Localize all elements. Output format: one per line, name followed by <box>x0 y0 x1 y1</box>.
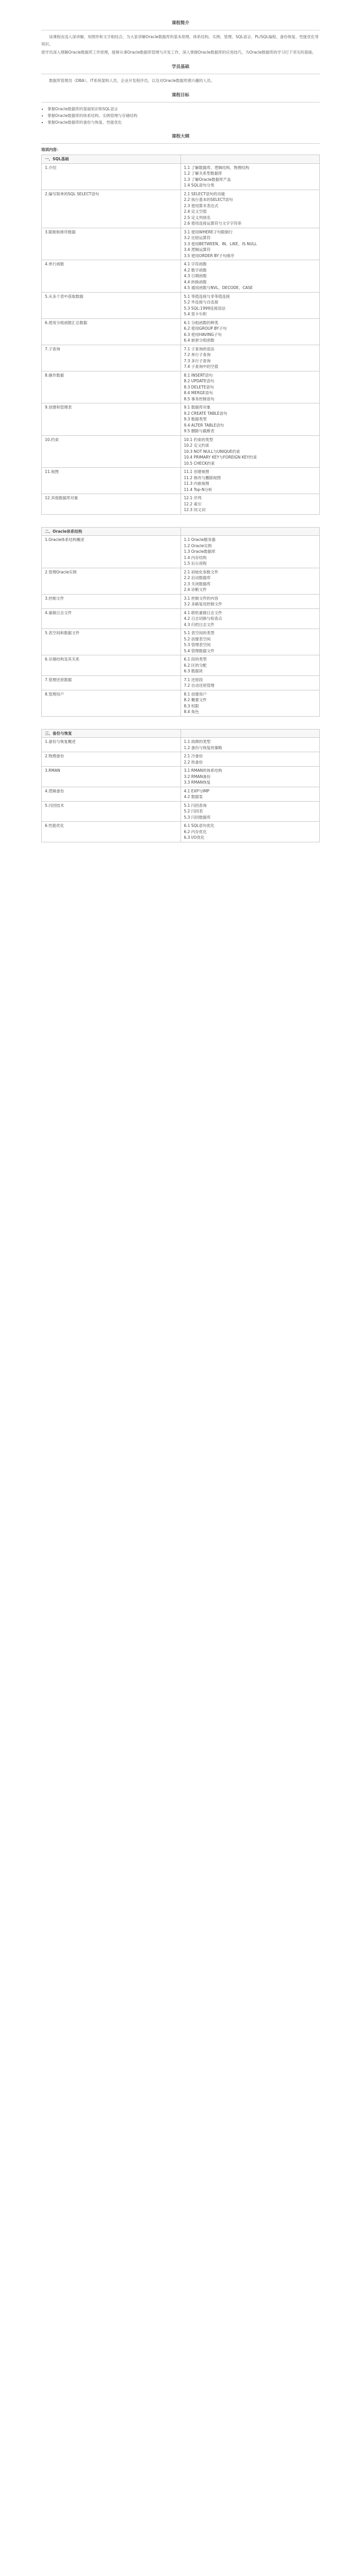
subtopic-item: 5.3 SQL:1999连接语法 <box>184 306 226 311</box>
subtopic-item: 3.2 多路复用控制文件 <box>184 602 222 606</box>
subtopic-item: 6.4 嵌套分组函数 <box>184 338 215 343</box>
divider <box>41 143 320 144</box>
subtopic-item: 1.5 后台进程 <box>184 561 207 566</box>
subtopics-cell <box>180 403 320 436</box>
table-row <box>42 690 320 716</box>
subtopic-item: 8.3 权限 <box>184 703 199 708</box>
topic-cell: 4.单行函数 <box>42 260 181 293</box>
subtopic-item: 1.3 了解Oracle数据库产品 <box>184 177 231 182</box>
subtopic-item: 10.1 约束的类型 <box>184 437 214 442</box>
topic-cell: 6.存储结构及其关系 <box>42 655 181 676</box>
subtopics-cell <box>180 787 320 801</box>
topic-cell: 11.视图 <box>42 468 181 494</box>
subtopic-item: 11.1 创建视图 <box>184 469 209 474</box>
subtopic-item: 5.1 等值连接与非等值连接 <box>184 294 230 299</box>
table-row <box>42 655 320 676</box>
subtopics-cell <box>180 435 320 468</box>
subtopic-item: 1.4 SQL语句分类 <box>184 183 215 188</box>
topic-cell: 4.逻辑备份 <box>42 787 181 801</box>
outline-title: 课程大纲 <box>171 134 189 139</box>
subtopics-cell <box>180 494 320 515</box>
subtopic-item: 4.2 数据泵 <box>184 794 203 799</box>
subtopic-item: 6.3 使用HAVING子句 <box>184 332 222 337</box>
subtopic-item: 8.4 MERGE语句 <box>184 391 213 395</box>
subtopic-item: 7.2 自动还原管理 <box>184 683 215 688</box>
outline-table-part1 <box>41 155 320 515</box>
subtopics-cell <box>180 371 320 403</box>
intro-text <box>41 33 320 56</box>
table-row <box>42 752 320 767</box>
subtopic-item: 12.3 同义词 <box>184 507 206 512</box>
goal-item: ▪ 掌握Oracle数据库的备份与恢复、性能优化 <box>47 119 320 126</box>
subtopic-item: 1.1 故障的类型 <box>184 739 211 744</box>
subtopic-item: 7.2 单行子查询 <box>184 352 211 357</box>
subtopic-item: 8.2 概要文件 <box>184 698 207 702</box>
subtopic-item: 5.2 外连接与自连接 <box>184 300 219 304</box>
audience-title: 学员基础 <box>171 64 189 70</box>
subtopic-item: 7.3 多行子查询 <box>184 358 211 363</box>
subtopic-item: 4.1 EXP与IMP <box>184 788 209 793</box>
outline-table-part2 <box>41 527 320 717</box>
spacer <box>41 717 320 729</box>
topic-cell: 1.Oracle体系结构概述 <box>42 536 181 568</box>
topic-cell: 5.闪回技术 <box>42 801 181 822</box>
subtopic-item: 6.3 I/O优化 <box>184 835 205 840</box>
subtopic-item: 9.5 删除与截断表 <box>184 429 215 433</box>
subtopic-item: 7.1 子查询的语法 <box>184 346 215 351</box>
outline-label: 培训内容： <box>41 147 61 152</box>
subtopic-item: 1.2 备份与恢复的策略 <box>184 745 222 750</box>
table-row <box>42 629 320 655</box>
subtopic-item: 9.2 CREATE TABLE语句 <box>184 411 227 416</box>
table-row <box>42 594 320 608</box>
subtopic-item: 6.1 段的类型 <box>184 657 207 662</box>
part3-header-right <box>180 729 320 738</box>
subtopic-item: 8.3 DELETE语句 <box>184 384 214 389</box>
subtopics-cell <box>180 594 320 608</box>
topic-cell: 2.物理备份 <box>42 752 181 767</box>
subtopic-item: 4.1 联机重做日志文件 <box>184 610 222 615</box>
table-row <box>42 403 320 436</box>
subtopic-item: 4.5 通用函数与NVL、DECODE、CASE <box>184 285 253 290</box>
subtopic-item: 5.3 管理表空间 <box>184 642 211 647</box>
subtopic-item: 6.1 SQL语句优化 <box>184 823 215 828</box>
subtopic-item: 9.3 数据类型 <box>184 417 207 421</box>
topic-cell: 5.表空间和数据文件 <box>42 629 181 655</box>
subtopic-item: 6.1 分组函数的种类 <box>184 320 219 325</box>
subtopics-cell <box>180 260 320 293</box>
subtopics-cell <box>180 801 320 822</box>
subtopic-item: 2.1 冷备份 <box>184 754 203 758</box>
table-row <box>42 738 320 752</box>
subtopic-item: 3.4 逻辑运算符 <box>184 247 211 252</box>
topic-cell: 6.性能优化 <box>42 822 181 842</box>
subtopic-item: 2.2 启动数据库 <box>184 575 211 580</box>
subtopic-item: 3.3 使用BETWEEN、IN、LIKE、IS NULL <box>184 241 257 246</box>
part3-header: 三、备份与恢复 <box>42 729 181 738</box>
topic-cell: 6.使用分组函数汇总数据 <box>42 318 181 345</box>
table-header-row <box>42 527 320 536</box>
subtopic-item: 9.4 ALTER TABLE语句 <box>184 422 224 428</box>
subtopics-cell <box>180 608 320 629</box>
subtopic-item: 7.1 还原段 <box>184 677 203 682</box>
topic-cell: 8.操作数据 <box>42 371 181 403</box>
subtopic-item: 10.5 CHECK约束 <box>184 461 215 466</box>
topic-cell: 8.管理用户 <box>42 690 181 716</box>
topic-cell: 1.备份与恢复概述 <box>42 738 181 752</box>
subtopic-item: 4.2 日志切换与检查点 <box>184 616 222 621</box>
divider <box>41 102 320 103</box>
table-row <box>42 468 320 494</box>
table-row <box>42 318 320 345</box>
subtopic-item: 10.3 NOT NULL与UNIQUE约束 <box>184 449 240 454</box>
table-header-row <box>42 155 320 164</box>
table-row <box>42 608 320 629</box>
table-row <box>42 345 320 371</box>
subtopic-item: 1.2 Oracle实例 <box>184 543 212 548</box>
topic-cell: 7.管理还原数据 <box>42 675 181 690</box>
subtopic-item: 5.1 闪回查询 <box>184 803 207 808</box>
table-row <box>42 568 320 594</box>
subtopics-cell <box>180 228 320 260</box>
audience-line: 数据库管理员（DBA）、IT系统架构人员、企业开发程序员，以及对Oracle数据库感兴趣的人员。 <box>41 78 215 83</box>
subtopic-item: 5.4 笛卡尔积 <box>184 312 207 316</box>
subtopic-item: 4.4 转换函数 <box>184 279 207 284</box>
subtopics-cell <box>180 675 320 690</box>
subtopic-item: 9.1 数据库对象 <box>184 405 211 410</box>
subtopic-item: 6.2 区的分配 <box>184 663 207 668</box>
subtopics-cell <box>180 690 320 716</box>
subtopic-item: 10.2 定义约束 <box>184 443 209 448</box>
part2-header-right <box>180 527 320 536</box>
table-row <box>42 163 320 190</box>
table-row <box>42 190 320 228</box>
topic-cell: 3.RMAN <box>42 767 181 787</box>
subtopic-item: 1.1 Oracle服务器 <box>184 537 216 542</box>
subtopic-item: 1.3 Oracle数据库 <box>184 549 216 554</box>
intro-line: 该课程由浅入深讲解，用图形和文字相结合，为大家讲解Oracle数据库的基本原理、体系结构、实例、管理、SQL语言、PL/SQL编程、备份恢复、性能优化等知识， <box>41 35 319 46</box>
subtopic-item: 2.3 使用算术表达式 <box>184 203 219 208</box>
subtopic-item: 5.3 闪回数据库 <box>184 815 211 820</box>
subtopics-cell <box>180 318 320 345</box>
table-row <box>42 767 320 787</box>
spacer <box>41 515 320 527</box>
part2-header: 二、Oracle体系结构 <box>42 527 181 536</box>
goal-item: ▪ 掌握Oracle数据库的体系结构、实例管理与存储结构 <box>47 112 320 119</box>
topic-cell: 2.管理Oracle实例 <box>42 568 181 594</box>
part1-header-right <box>180 155 320 164</box>
outline-table-part3 <box>41 729 320 842</box>
goals-title: 课程目标 <box>171 93 189 98</box>
subtopics-cell <box>180 468 320 494</box>
intro-line: 使学员深入理解Oracle数据库工作原理，能够从事Oracle数据库管理与开发工作，深入掌握Oracle数据库的应用技巧，为Oracle数据库的学习打下坚实的基础。 <box>41 50 316 55</box>
table-row <box>42 822 320 842</box>
subtopic-item: 8.5 事务控制语句 <box>184 396 215 401</box>
subtopic-item: 3.1 RMAN的体系结构 <box>184 768 222 773</box>
table-row <box>42 787 320 801</box>
subtopic-item: 3.5 使用ORDER BY子句排序 <box>184 253 235 258</box>
subtopic-item: 11.3 内嵌视图 <box>184 481 209 486</box>
subtopics-cell <box>180 629 320 655</box>
subtopic-item: 12.2 索引 <box>184 501 202 506</box>
subtopic-item: 3.2 比较运算符 <box>184 235 211 240</box>
subtopic-item: 2.1 SELECT语句的功能 <box>184 191 225 196</box>
subtopic-item: 12.1 序列 <box>184 496 202 500</box>
subtopic-item: 8.2 UPDATE语句 <box>184 379 215 383</box>
subtopic-item: 2.5 定义列别名 <box>184 215 211 220</box>
subtopic-item: 6.2 使用GROUP BY子句 <box>184 326 227 331</box>
part1-header: 一、SQL基础 <box>42 155 181 164</box>
table-row <box>42 435 320 468</box>
subtopic-item: 6.3 数据块 <box>184 669 203 673</box>
topic-cell: 9.创建和管理表 <box>42 403 181 436</box>
table-row <box>42 228 320 260</box>
subtopic-item: 3.1 使用WHERE子句限制行 <box>184 229 233 234</box>
topic-cell: 2.编写简单的SQL SELECT语句 <box>42 190 181 228</box>
subtopics-cell <box>180 767 320 787</box>
table-row <box>42 536 320 568</box>
topic-cell: 7.子查询 <box>42 345 181 371</box>
subtopics-cell <box>180 655 320 676</box>
subtopic-item: 8.4 角色 <box>184 709 199 714</box>
subtopic-item: 2.2 执行基本的SELECT语句 <box>184 197 233 202</box>
subtopic-item: 3.2 RMAN备份 <box>184 774 211 779</box>
subtopics-cell <box>180 190 320 228</box>
subtopic-item: 5.1 表空间的类型 <box>184 631 215 635</box>
subtopic-item: 5.4 管理数据文件 <box>184 648 215 653</box>
table-header-row <box>42 729 320 738</box>
topic-cell: 1.介绍 <box>42 163 181 190</box>
document-page <box>0 0 361 863</box>
subtopic-item: 4.2 数字函数 <box>184 267 207 273</box>
topic-cell: 5.从多个表中获取数据 <box>42 292 181 318</box>
subtopic-item: 1.1 了解数据库、逻辑结构、物理结构 <box>184 165 250 170</box>
topic-cell: 4.重做日志文件 <box>42 608 181 629</box>
subtopic-item: 2.6 使用连接运算符与文字字符串 <box>184 221 242 226</box>
table-row <box>42 371 320 403</box>
subtopics-cell <box>180 568 320 594</box>
subtopic-item: 4.3 日期函数 <box>184 274 207 278</box>
subtopic-item: 2.3 关闭数据库 <box>184 581 211 586</box>
subtopic-item: 2.4 诊断文件 <box>184 587 207 592</box>
subtopics-cell <box>180 822 320 842</box>
subtopics-cell <box>180 738 320 752</box>
subtopics-cell <box>180 163 320 190</box>
subtopic-item: 5.2 闪回表 <box>184 809 203 814</box>
goals-list <box>41 106 320 126</box>
subtopic-item: 7.4 子查询中的空值 <box>184 364 219 369</box>
subtopic-item: 4.1 字符函数 <box>184 262 207 266</box>
table-row <box>42 260 320 293</box>
subtopics-cell <box>180 292 320 318</box>
topic-cell: 12.其他数据库对象 <box>42 494 181 515</box>
subtopic-item: 8.1 创建用户 <box>184 691 207 697</box>
subtopic-item: 4.3 归档日志文件 <box>184 622 215 627</box>
audience-text <box>41 77 320 84</box>
topic-cell: 3.控制文件 <box>42 594 181 608</box>
table-row <box>42 292 320 318</box>
subtopic-item: 6.2 内存优化 <box>184 829 207 834</box>
subtopic-item: 8.1 INSERT语句 <box>184 372 213 378</box>
subtopic-item: 11.4 Top-N分析 <box>184 487 212 492</box>
subtopics-cell <box>180 345 320 371</box>
table-row <box>42 801 320 822</box>
subtopic-item: 1.4 内存结构 <box>184 555 207 560</box>
intro-title: 课程简介 <box>171 21 189 26</box>
subtopics-cell <box>180 752 320 767</box>
table-row <box>42 494 320 515</box>
table-row <box>42 675 320 690</box>
subtopic-item: 1.2 了解关系型数据库 <box>184 171 222 176</box>
subtopic-item: 2.2 热备份 <box>184 759 203 765</box>
subtopic-item: 3.3 RMAN恢复 <box>184 780 211 785</box>
subtopic-item: 5.2 创建表空间 <box>184 636 211 641</box>
subtopic-item: 2.1 初始化参数文件 <box>184 569 219 574</box>
topic-cell: 10.约束 <box>42 435 181 468</box>
subtopic-item: 2.4 定义空值 <box>184 209 207 214</box>
topic-cell: 3.限制和排序数据 <box>42 228 181 260</box>
subtopics-cell <box>180 536 320 568</box>
subtopic-item: 10.4 PRIMARY KEY与FOREIGN KEY约束 <box>184 455 257 460</box>
goal-item: ▪ 掌握Oracle数据库的基础知识和SQL语言 <box>47 106 320 112</box>
subtopic-item: 11.2 修改与删除视图 <box>184 475 221 480</box>
subtopic-item: 3.1 控制文件的内容 <box>184 596 219 601</box>
